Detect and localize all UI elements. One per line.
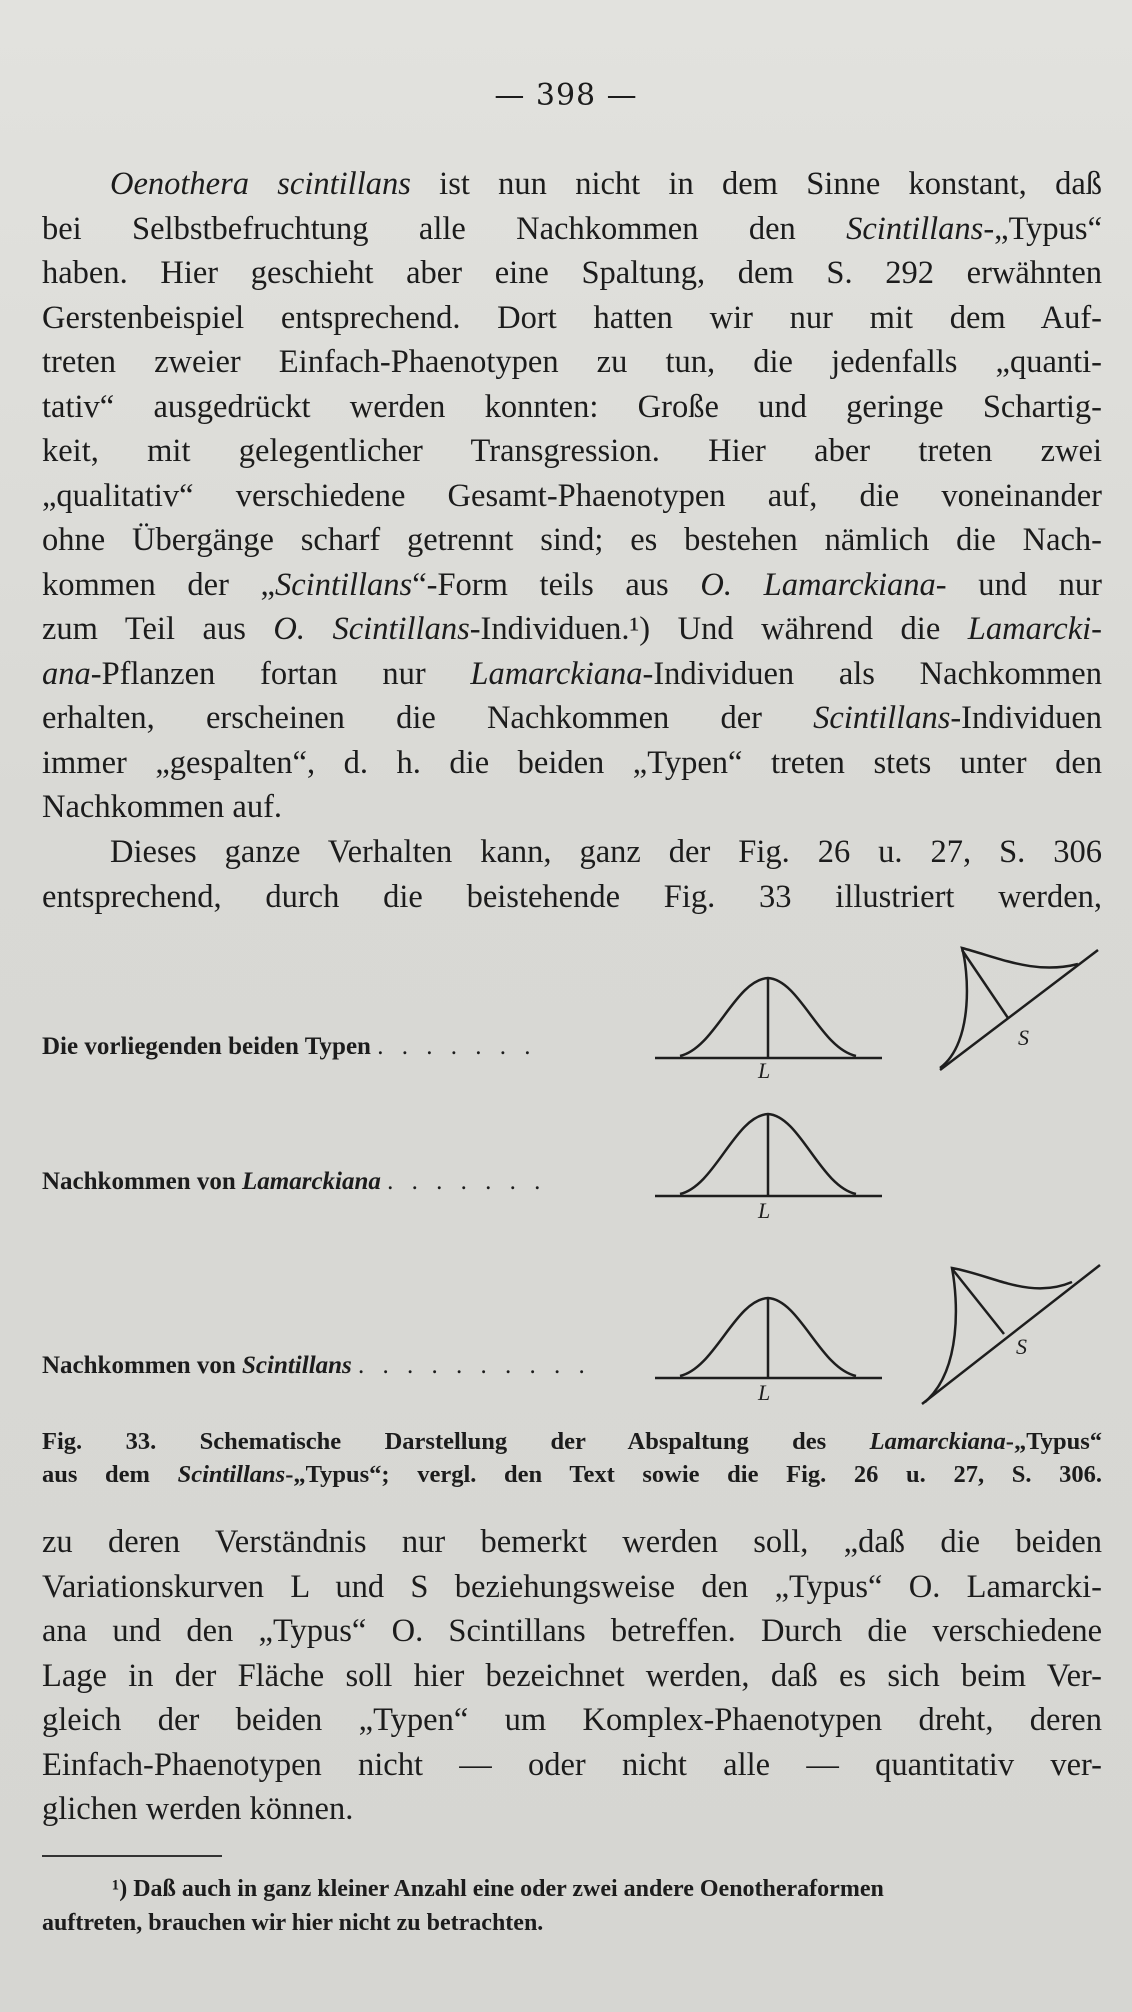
text-line xyxy=(42,251,1102,296)
footnote-line: ¹) Daß auch in ganz kleiner Anzahl eine oder zwei andere Oenotheraformen xyxy=(112,1876,884,1902)
text-line xyxy=(42,474,1102,519)
label-italic: Scintillans xyxy=(242,1352,352,1379)
text-line xyxy=(42,607,1102,652)
footnote xyxy=(42,1872,1102,1940)
caption-line xyxy=(42,1425,1102,1458)
paragraph-1 xyxy=(42,162,1102,830)
italic-term: Oenothera scintillans xyxy=(110,166,411,202)
skew-curve-S-row1 xyxy=(940,948,1078,1068)
text-line: Einfach-Phaenotypen nicht — oder nicht alle — quantitativ ver- xyxy=(42,1746,1102,1783)
label-text: Die vorliegenden beiden Typen xyxy=(42,1033,371,1060)
leader-dots: . . . . . . . xyxy=(387,1168,547,1195)
text-line: zu deren Verständnis nur bemerkt werden soll, „daß die beiden xyxy=(42,1524,1102,1560)
text-run: bei Selbstbefruchtung alle Nachkommen den xyxy=(42,210,847,247)
text-line xyxy=(42,563,1102,608)
text-run: treten zweier Einfach-Phaenotypen zu tun, die jedenfalls „quanti- xyxy=(42,344,1102,380)
italic-term: Lamarckiana xyxy=(470,655,643,692)
text-run: haben. Hier geschieht aber eine Spaltung, dem S. 292 erwähnten xyxy=(42,255,1102,291)
text-line: ana und den „Typus“ O. Scintillans betreffen. Durch die verschiedene xyxy=(42,1613,1102,1649)
text-run: zum Teil aus xyxy=(42,611,274,647)
text-line xyxy=(42,207,1102,252)
text-run: kommen der „ xyxy=(42,566,275,603)
figure-caption xyxy=(42,1425,1102,1491)
text-line xyxy=(42,296,1102,341)
paragraph-3 xyxy=(42,1520,1102,1832)
caption-italic: Lamarckiana xyxy=(869,1428,1006,1455)
text-line: Lage in der Fläche soll hier bezeichnet werden, daß es sich beim Ver- xyxy=(42,1657,1102,1694)
curve-label-L-row3: L xyxy=(758,1380,771,1405)
text-run: -Pflanzen fortan nur xyxy=(90,655,471,692)
italic-term: Scintillans xyxy=(274,566,413,603)
text-line xyxy=(42,429,1102,474)
text-line xyxy=(42,385,1102,430)
text-run: keit, mit gelegentlicher Transgression. Hier aber treten zwei xyxy=(42,433,1102,469)
curve-label-L-row2: L xyxy=(758,1198,771,1223)
footnote-line: auftreten, brauchen wir hier nicht zu betrachten. xyxy=(42,1910,544,1936)
caption-text: -„Typus“; vergl. den Text sowie die Fig. 26 u. 27, S. 306. xyxy=(285,1461,1102,1488)
text-run: immer „gespalten“, d. h. die beiden „Typen“ treten stets unter den xyxy=(42,744,1102,781)
text-run: - und nur xyxy=(935,566,1102,603)
text-line: gleich der beiden „Typen“ um Komplex-Phaenotypen dreht, deren xyxy=(42,1702,1102,1738)
text-line xyxy=(42,696,1102,741)
label-text: Nachkommen von xyxy=(42,1168,243,1195)
text-line: Dieses ganze Verhalten kann, ganz der Fig. 26 u. 27, S. 306 xyxy=(110,834,1102,870)
caption-text: -„Typus“ xyxy=(1005,1428,1102,1455)
curve-label-L-row1: L xyxy=(758,1058,771,1083)
italic-term: Lamarcki- xyxy=(967,611,1102,647)
skew-curve-S-row3 xyxy=(925,1268,1072,1402)
leader-dots: . . . . . . . . . . xyxy=(358,1352,591,1379)
text-line xyxy=(42,518,1102,563)
leader-dots: . . . . . . . xyxy=(377,1033,537,1060)
text-run: „qualitativ“ verschiedene Gesamt-Phaenotypen auf, die voneinander xyxy=(42,477,1102,514)
text-run: -Individuen als Nachkommen xyxy=(642,655,1102,692)
baseline-S-row1 xyxy=(940,950,1098,1070)
label-text: Nachkommen von xyxy=(42,1352,243,1379)
text-line xyxy=(42,652,1102,697)
text-run: -„Typus“ xyxy=(983,210,1102,247)
label-italic: Lamarckiana xyxy=(242,1168,381,1195)
caption-line xyxy=(42,1458,1102,1491)
caption-text: Fig. 33. Schematische Darstellung der Abspaltung des xyxy=(42,1428,870,1455)
text-line xyxy=(42,162,1102,207)
text-run: erhalten, erscheinen die Nachkommen der xyxy=(42,700,814,736)
text-line xyxy=(42,741,1102,786)
italic-term: O. Lamarckiana xyxy=(700,566,936,603)
text-run: -Individuen xyxy=(950,700,1102,736)
italic-term: O. Scintillans xyxy=(273,611,470,647)
text-run: tativ“ ausgedrückt werden konnten: Große und geringe Schartig- xyxy=(42,388,1102,425)
text-line xyxy=(42,340,1102,385)
text-line: Variationskurven L und S beziehungsweise den „Typus“ O. Lamarcki- xyxy=(42,1568,1102,1605)
italic-term: ana xyxy=(42,655,91,692)
text-run: ist nun nicht in dem Sinne konstant, daß xyxy=(410,166,1103,202)
text-run: Gerstenbeispiel entsprechend. Dort hatten wir nur mit dem Auf- xyxy=(42,299,1102,336)
italic-term: Scintillans xyxy=(813,700,951,736)
figure-33-curves xyxy=(0,930,1132,1410)
text-line: entsprechend, durch die beistehende Fig. 33 illustriert werden, xyxy=(42,878,1102,915)
caption-italic: Scintillans xyxy=(177,1461,286,1488)
curve-label-S-row3: S xyxy=(1016,1334,1027,1359)
page-number: — 398 — xyxy=(494,78,638,113)
paragraph-2 xyxy=(42,830,1102,919)
text-line: glichen werden können. xyxy=(42,1791,354,1827)
footnote-divider xyxy=(42,1855,222,1857)
text-run: -Individuen.¹) Und während die xyxy=(469,611,968,647)
text-run: “-Form teils aus xyxy=(412,566,701,603)
curve-label-S-row1: S xyxy=(1018,1025,1029,1050)
caption-text: aus dem xyxy=(42,1461,178,1488)
text-line xyxy=(42,785,1102,830)
baseline-S-row3 xyxy=(922,1265,1100,1404)
text-run: Nachkommen auf. xyxy=(42,789,283,825)
italic-term: Scintillans xyxy=(846,210,984,247)
text-run: ohne Übergänge scharf getrennt sind; es bestehen nämlich die Nach- xyxy=(42,522,1102,558)
